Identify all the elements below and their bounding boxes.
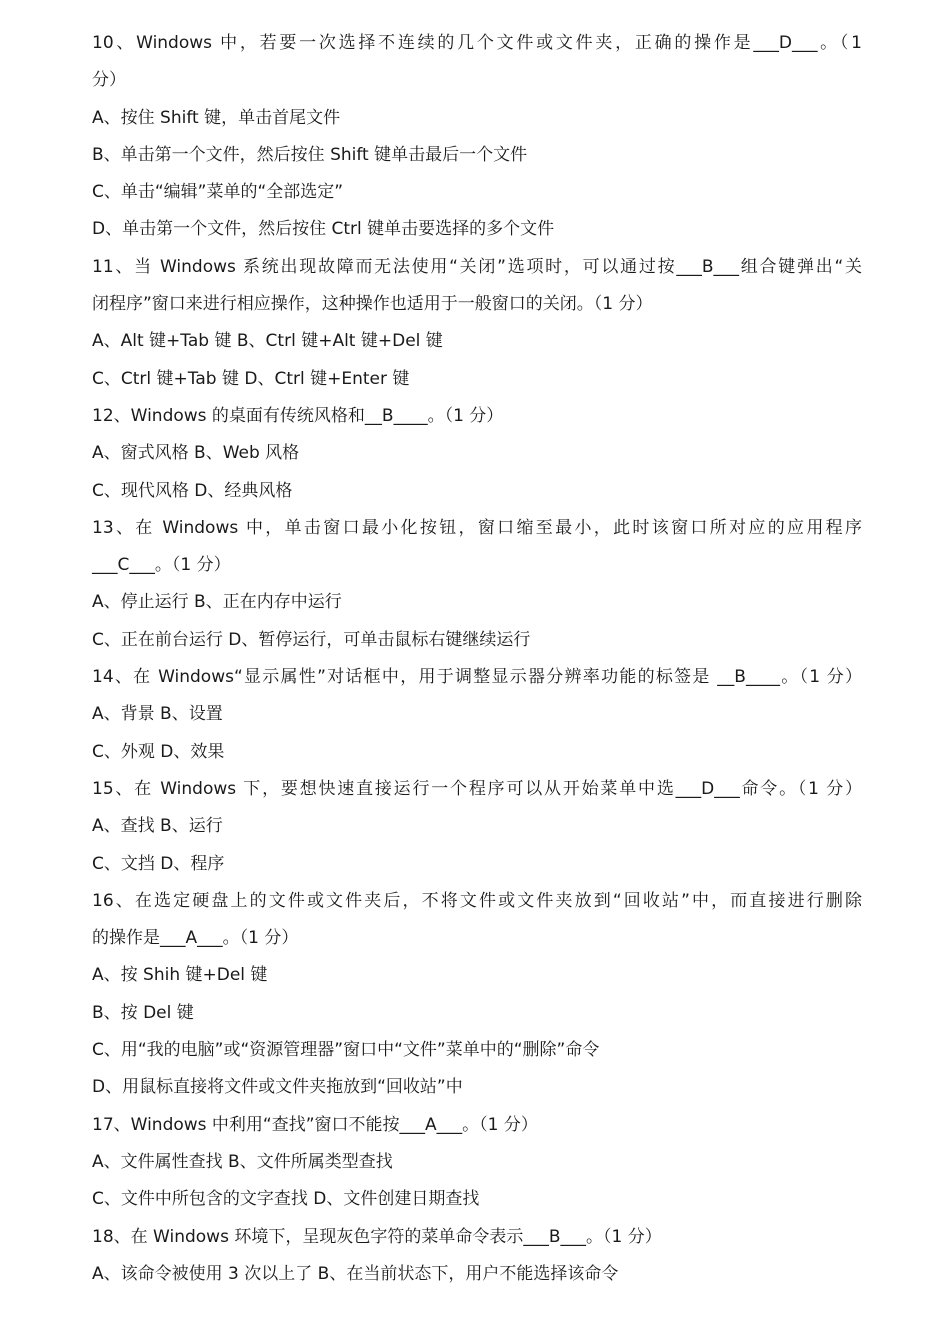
text-line: C、现代风格 D、经典风格 (92, 480, 293, 501)
text-line: C、文件中所包含的文字查找 D、文件创建日期查找 (92, 1189, 480, 1210)
text-line: 闭程序”窗口来进行相应操作，这种操作也适用于一般窗口的关闭。（1 分） (92, 294, 653, 315)
text-line: 17、Windows 中利用“查找”窗口不能按___A___。（1 分） (92, 1114, 538, 1135)
text-line: A、Alt 键+Tab 键 B、Ctrl 键+Alt 键+Del 键 (92, 331, 443, 352)
text-line: C、文挡 D、程序 (92, 853, 225, 874)
text-line: A、按住 Shift 键，单击首尾文件 (92, 107, 341, 128)
text-line: C、Ctrl 键+Tab 键 D、Ctrl 键+Enter 键 (92, 368, 410, 389)
text-line: A、停止运行 B、正在内存中运行 (92, 592, 342, 613)
text-line: A、窗式风格 B、Web 风格 (92, 443, 300, 464)
text-line: 11、当 Windows 系统出现故障而无法使用“关闭”选项时，可以通过按___B___组合键弹出“关 (92, 256, 862, 277)
text-line: C、外观 D、效果 (92, 741, 225, 762)
text-line: A、该命令被使用 3 次以上了 B、在当前状态下，用户不能选择该命令 (92, 1263, 619, 1284)
text-line: ___C___。（1 分） (92, 555, 231, 576)
text-line: A、文件属性查找 B、文件所属类型查找 (92, 1151, 393, 1172)
text-line: 16、在选定硬盘上的文件或文件夹后，不将文件或文件夹放到“回收站”中，而直接进行删除 (92, 890, 862, 911)
text-line: 10、Windows 中，若要一次选择不连续的几个文件或文件夹，正确的操作是___D___。（1 (92, 33, 862, 53)
text-line: D、用鼠标直接将文件或文件夹拖放到“回收站”中 (92, 1077, 463, 1098)
text-line: A、按 Shih 键+Del 键 (92, 965, 268, 986)
document-body (92, 25, 862, 1293)
text-line: C、用“我的电脑”或“资源管理器”窗口中“文件”菜单中的“删除”命令 (92, 1040, 600, 1061)
text-line: 15、在 Windows 下，要想快速直接运行一个程序可以从开始菜单中选___D___命令。（1 分） (92, 778, 862, 799)
text-line: 12、Windows 的桌面有传统风格和__B____。（1 分） (92, 405, 504, 426)
text-line: D、单击第一个文件，然后按住 Ctrl 键单击要选择的多个文件 (92, 219, 555, 240)
text-line: 分） (92, 70, 126, 91)
text-line: 14、在 Windows“显示属性”对话框中，用于调整显示器分辨率功能的标签是 __B____。（1 分） (92, 667, 862, 688)
text-line: B、单击第一个文件，然后按住 Shift 键单击最后一个文件 (92, 144, 528, 165)
text-line: B、按 Del 键 (92, 1002, 194, 1023)
text-line: 18、在 Windows 环境下，呈现灰色字符的菜单命令表示___B___。（1 分） (92, 1226, 662, 1247)
text-line: A、查找 B、运行 (92, 816, 223, 837)
text-line: 13、在 Windows 中，单击窗口最小化按钮，窗口缩至最小，此时该窗口所对应的应用程序 (92, 517, 862, 538)
text-line: C、正在前台运行 D、暂停运行，可单击鼠标右键继续运行 (92, 629, 531, 650)
text-line: A、背景 B、设置 (92, 704, 223, 725)
text-line: 的操作是___A___。（1 分） (92, 928, 299, 949)
text-line: C、单击“编辑”菜单的“全部选定” (92, 182, 344, 203)
